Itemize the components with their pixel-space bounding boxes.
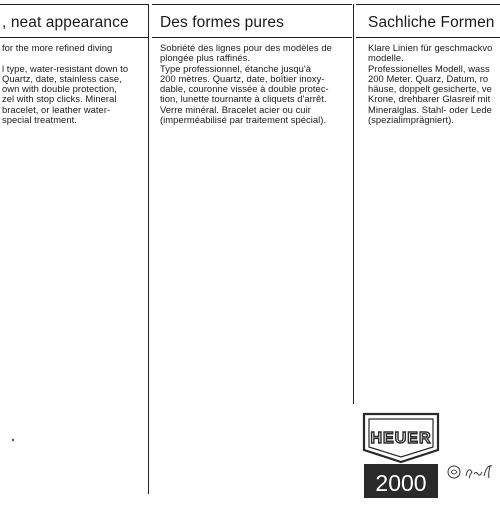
heuer-2000-logo [360, 410, 442, 500]
body-english: for the more refined diving l type, water-resistant down to Quartz, date, stainless case, own with double protection, zel with stop clicks. Mineral bracelet, or leather water- special treatment. [2, 42, 129, 126]
heading-german: Sachliche Formen [368, 14, 495, 31]
column-english [0, 0, 148, 500]
heading-english: , neat appearance [2, 14, 129, 31]
heading-rule [356, 37, 500, 38]
column-divider [353, 4, 354, 404]
column-french [152, 0, 352, 500]
logo-model: 2000 [375, 470, 427, 496]
signature-mark [446, 458, 500, 484]
logo-brand: HEUER [370, 430, 432, 447]
top-rule [0, 4, 148, 5]
top-rule [356, 4, 500, 5]
column-divider [148, 4, 149, 494]
top-rule [152, 4, 352, 5]
logo-text [360, 410, 442, 500]
heading-rule [152, 37, 352, 38]
body-french: Sobriété des lignes pour des modèles de plongée plus raffinés. Type professionnel, étanche jusqu'à 200 mètres. Quartz, date, boîtier inoxy- dable, couronne vissée à double protec- tion, lunette tournante à cliquets d'arrêt. Verre minéral. Bracelet acier ou cuir (imperméabilisé par traitement spécial). [160, 42, 332, 126]
heading-french: Des formes pures [160, 14, 284, 31]
speck-mark [10, 437, 16, 443]
heading-rule [0, 37, 148, 38]
body-german: Klare Linien für geschmackvo modelle. Professionelles Modell, wass 200 Meter. Quarz, Datum, ro häuse, doppelt gesicherte, ve Krone, drehbarer Glasreif mit Mineralglas. Stahl- oder Lede (spezialimprägniert). [368, 42, 493, 126]
